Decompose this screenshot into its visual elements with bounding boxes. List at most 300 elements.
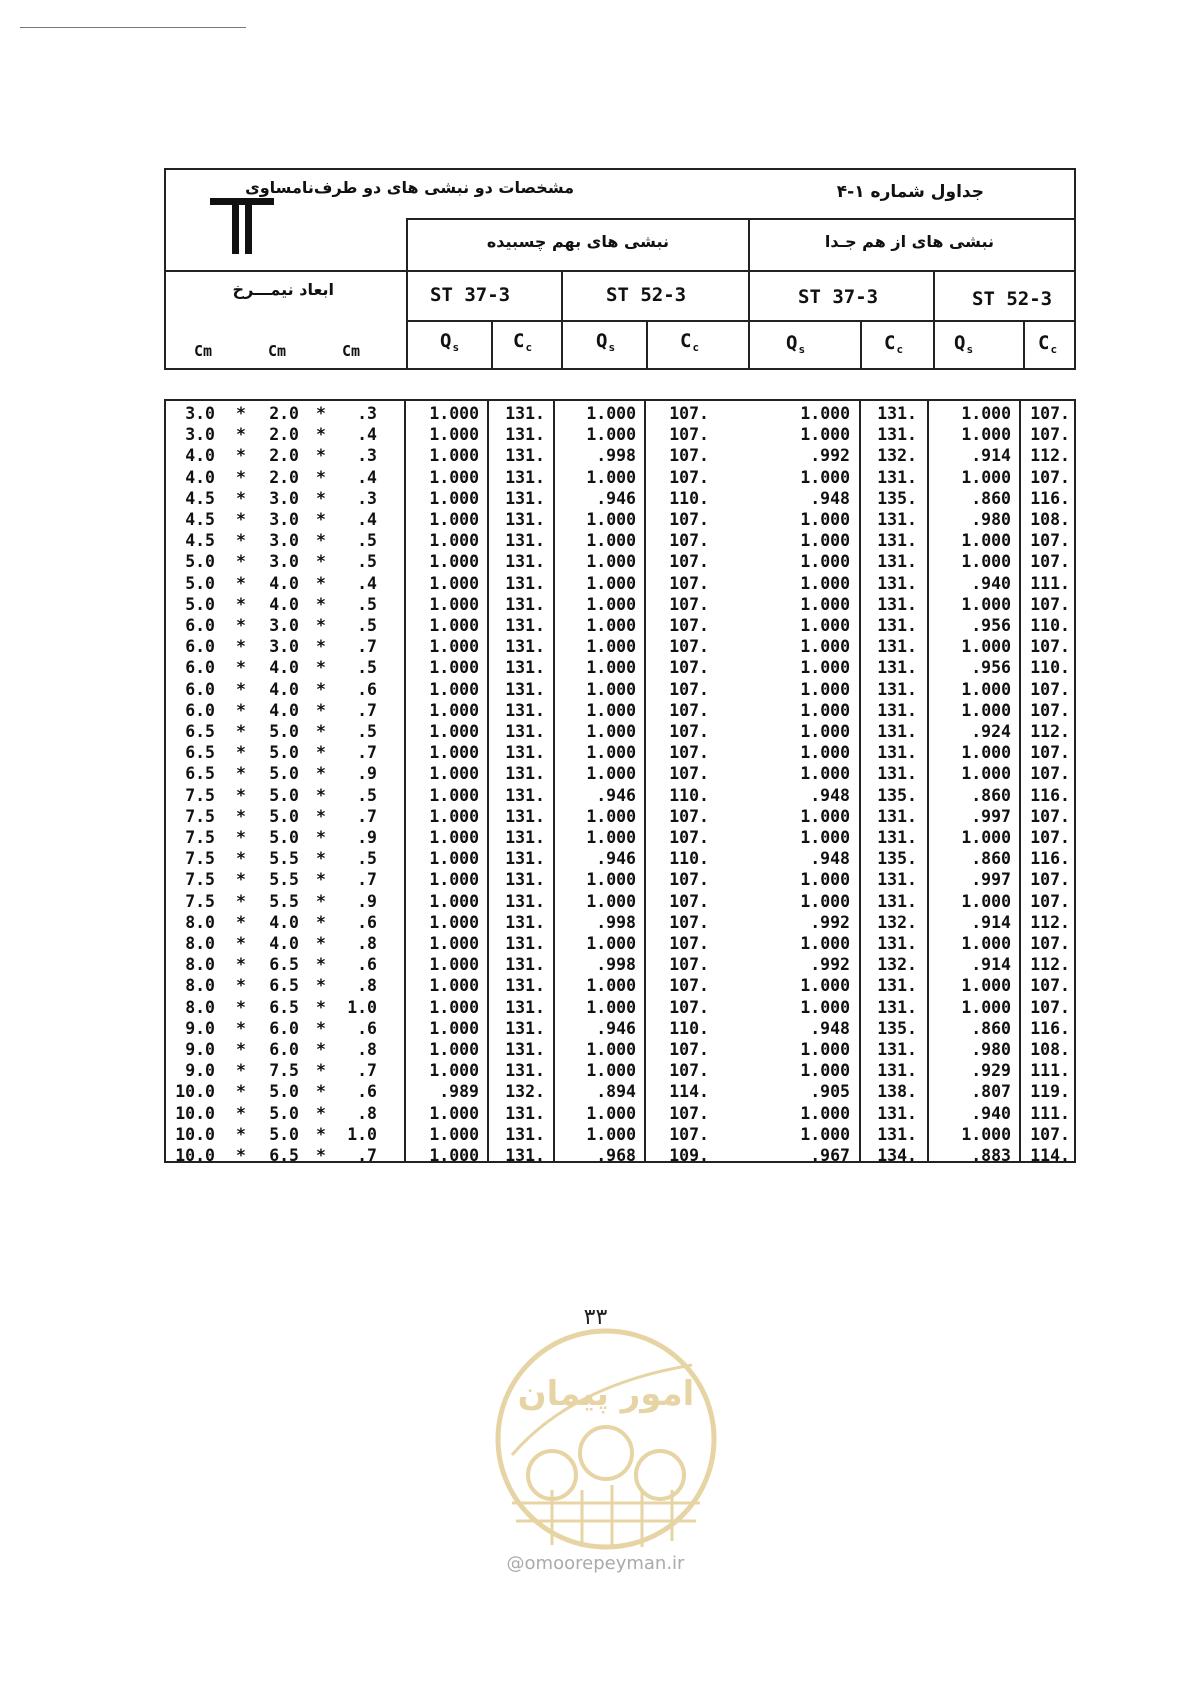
cell-a: 7.5 [185, 870, 215, 890]
cell-q4: .883 [971, 1146, 1011, 1165]
cell-b: 2.0 [269, 446, 299, 466]
cell-q2: 1.000 [586, 573, 636, 593]
cell-q3: .992 [810, 912, 850, 932]
times-symbol: * [316, 594, 326, 614]
cell-t: .5 [357, 849, 377, 869]
times-symbol: * [316, 552, 326, 572]
cell-q3: 1.000 [800, 637, 850, 657]
header-rule [166, 270, 1074, 272]
cell-c4: 107. [1030, 404, 1070, 423]
cell-q1: 1.000 [429, 488, 479, 508]
cell-c3: 131. [877, 510, 917, 529]
cell-q4: .980 [971, 510, 1011, 529]
svg-text:امور پیمان: امور پیمان [517, 1374, 695, 1414]
cell-b: 6.0 [269, 1040, 299, 1059]
cell-c3: 131. [877, 658, 917, 678]
table-row [166, 530, 1074, 551]
cell-c2: 107. [669, 679, 709, 699]
times-symbol: * [236, 1146, 246, 1165]
cell-c1: 131. [505, 806, 545, 826]
cell-q3: 1.000 [800, 870, 850, 890]
cell-c4: 107. [1030, 531, 1070, 551]
times-symbol: * [236, 1040, 246, 1059]
times-symbol: * [316, 934, 326, 953]
table-row [166, 827, 1074, 848]
cell-q2: 1.000 [586, 1103, 636, 1123]
times-symbol: * [316, 785, 326, 805]
cell-c2: 107. [669, 934, 709, 953]
times-symbol: * [316, 658, 326, 678]
steel-grade-joined-52: ST 52-3 [606, 284, 687, 306]
cell-t: .4 [357, 425, 377, 445]
cell-q3: 1.000 [800, 828, 850, 847]
cell-q4: .860 [971, 1018, 1011, 1038]
cell-q4: .914 [971, 446, 1011, 466]
scan-artifact-line [20, 27, 246, 28]
times-symbol: * [236, 934, 246, 953]
cell-t: .7 [357, 637, 377, 657]
cell-c4: 107. [1030, 806, 1070, 826]
cell-c4: 108. [1030, 1040, 1070, 1059]
cell-q4: 1.000 [961, 679, 1011, 699]
cell-t: .5 [357, 785, 377, 805]
cell-c1: 131. [505, 1124, 545, 1144]
times-symbol: * [316, 870, 326, 890]
cell-t: .7 [357, 870, 377, 890]
cell-q3: 1.000 [800, 1124, 850, 1144]
cell-c1: 131. [505, 510, 545, 529]
cell-c3: 131. [877, 1103, 917, 1123]
times-symbol: * [236, 722, 246, 741]
cell-c1: 132. [505, 1082, 545, 1102]
cell-q2: 1.000 [586, 976, 636, 996]
cell-q4: .860 [971, 849, 1011, 869]
steel-grade-separate-52: ST 52-3 [972, 288, 1053, 310]
cell-q1: 1.000 [429, 446, 479, 466]
cell-q3: .992 [810, 955, 850, 975]
times-symbol: * [236, 743, 246, 763]
times-symbol: * [316, 446, 326, 466]
cell-t: .6 [357, 679, 377, 699]
cell-b: 6.5 [269, 955, 299, 975]
cell-t: .6 [357, 955, 377, 975]
cell-q2: 1.000 [586, 404, 636, 423]
cell-q2: 1.000 [586, 870, 636, 890]
cell-c4: 112. [1030, 446, 1070, 466]
cell-a: 4.0 [185, 467, 215, 487]
times-symbol: * [316, 1103, 326, 1123]
cell-a: 3.0 [185, 404, 215, 423]
cell-a: 10.0 [175, 1082, 215, 1102]
times-symbol: * [236, 764, 246, 784]
cell-b: 5.0 [269, 722, 299, 741]
cell-c1: 131. [505, 891, 545, 911]
times-symbol: * [236, 700, 246, 720]
cell-q1: 1.000 [429, 1040, 479, 1059]
cell-c3: 131. [877, 764, 917, 784]
cell-c1: 131. [505, 1061, 545, 1081]
cell-c2: 114. [669, 1082, 709, 1102]
cell-q3: .948 [810, 849, 850, 869]
cell-q4: 1.000 [961, 891, 1011, 911]
table-row [166, 1124, 1074, 1145]
cell-q1: 1.000 [429, 828, 479, 847]
table-row [166, 403, 1074, 424]
cell-b: 3.0 [269, 531, 299, 551]
table-row [166, 933, 1074, 954]
cell-b: 3.0 [269, 616, 299, 635]
cell-t: .6 [357, 1018, 377, 1038]
c-c-label: $C_c$ [680, 330, 700, 354]
cell-q2: .946 [596, 488, 636, 508]
times-symbol: * [316, 997, 326, 1017]
steel-grade-joined-37: ST 37-3 [430, 284, 511, 306]
cell-c2: 107. [669, 637, 709, 657]
cell-c1: 131. [505, 934, 545, 953]
times-symbol: * [236, 552, 246, 572]
cell-t: .3 [357, 488, 377, 508]
cell-c3: 131. [877, 552, 917, 572]
cell-c2: 107. [669, 870, 709, 890]
times-symbol: * [236, 870, 246, 890]
cell-q3: 1.000 [800, 552, 850, 572]
cell-a: 6.0 [185, 679, 215, 699]
cell-q2: 1.000 [586, 425, 636, 445]
cell-t: .3 [357, 446, 377, 466]
table-row [166, 1039, 1074, 1060]
cell-c1: 131. [505, 1040, 545, 1059]
watermark-url: @omoorepeyman.ir [506, 1553, 685, 1574]
cell-c1: 131. [505, 404, 545, 423]
cell-c4: 116. [1030, 785, 1070, 805]
cell-a: 5.0 [185, 594, 215, 614]
cell-c4: 116. [1030, 849, 1070, 869]
cell-q3: 1.000 [800, 594, 850, 614]
header-rule [406, 218, 1074, 220]
cell-b: 3.0 [269, 488, 299, 508]
cell-q4: 1.000 [961, 700, 1011, 720]
cell-c2: 107. [669, 764, 709, 784]
cell-q3: 1.000 [800, 976, 850, 996]
table-row [166, 551, 1074, 572]
cell-q3: 1.000 [800, 531, 850, 551]
cell-q3: .992 [810, 446, 850, 466]
cell-c4: 119. [1030, 1082, 1070, 1102]
cell-q1: 1.000 [429, 764, 479, 784]
cell-a: 10.0 [175, 1124, 215, 1144]
cell-q1: 1.000 [429, 552, 479, 572]
cell-a: 3.0 [185, 425, 215, 445]
cell-b: 4.0 [269, 679, 299, 699]
cell-c2: 107. [669, 467, 709, 487]
cell-t: 1.0 [347, 997, 377, 1017]
cell-c1: 131. [505, 1146, 545, 1165]
times-symbol: * [236, 849, 246, 869]
cell-q1: 1.000 [429, 1018, 479, 1038]
cell-t: .9 [357, 891, 377, 911]
cell-q3: .948 [810, 488, 850, 508]
times-symbol: * [316, 425, 326, 445]
cell-q4: 1.000 [961, 976, 1011, 996]
dims-label: ابعاد نیمـــرخ [232, 280, 334, 299]
cell-c2: 107. [669, 1124, 709, 1144]
cell-q3: 1.000 [800, 997, 850, 1017]
cell-c4: 108. [1030, 510, 1070, 529]
cell-c3: 131. [877, 828, 917, 847]
cell-c3: 132. [877, 912, 917, 932]
cell-t: .7 [357, 1061, 377, 1081]
cell-c4: 107. [1030, 828, 1070, 847]
cell-q2: .894 [596, 1082, 636, 1102]
cell-q3: .948 [810, 785, 850, 805]
table-title: مشخصات دو نبشی های دو طرف‌نامساوی [245, 178, 574, 197]
times-symbol: * [236, 510, 246, 529]
cell-a: 9.0 [185, 1061, 215, 1081]
cell-c4: 107. [1030, 552, 1070, 572]
header-rule [561, 270, 563, 368]
cell-b: 5.0 [269, 1082, 299, 1102]
cell-q2: .968 [596, 1146, 636, 1165]
cell-q4: 1.000 [961, 552, 1011, 572]
cell-c1: 131. [505, 531, 545, 551]
cell-t: .6 [357, 912, 377, 932]
table-row [166, 679, 1074, 700]
cell-c4: 107. [1030, 467, 1070, 487]
cell-a: 5.0 [185, 573, 215, 593]
times-symbol: * [236, 637, 246, 657]
cell-c3: 135. [877, 849, 917, 869]
q-s-label: $Q_s$ [596, 330, 616, 354]
cell-c3: 131. [877, 679, 917, 699]
cell-q3: 1.000 [800, 425, 850, 445]
cell-c2: 107. [669, 1103, 709, 1123]
cell-q1: 1.000 [429, 616, 479, 635]
group-joined-label: نبشی های بهم چسبیده [486, 232, 669, 251]
times-symbol: * [236, 891, 246, 911]
cell-b: 5.0 [269, 743, 299, 763]
cell-b: 5.5 [269, 870, 299, 890]
cell-q3: 1.000 [800, 679, 850, 699]
times-symbol: * [236, 955, 246, 975]
cell-c2: 110. [669, 785, 709, 805]
table-row [166, 615, 1074, 636]
times-symbol: * [236, 531, 246, 551]
table-row [166, 954, 1074, 975]
cell-q1: 1.000 [429, 594, 479, 614]
cell-a: 6.5 [185, 743, 215, 763]
cell-a: 6.0 [185, 616, 215, 635]
times-symbol: * [316, 722, 326, 741]
times-symbol: * [236, 658, 246, 678]
cell-c4: 116. [1030, 488, 1070, 508]
cell-q4: 1.000 [961, 828, 1011, 847]
cell-c2: 107. [669, 997, 709, 1017]
header-rule [748, 218, 750, 368]
cell-q1: 1.000 [429, 1124, 479, 1144]
cell-t: .6 [357, 1082, 377, 1102]
cell-q1: 1.000 [429, 997, 479, 1017]
cell-c3: 131. [877, 997, 917, 1017]
times-symbol: * [236, 467, 246, 487]
cell-c1: 131. [505, 1018, 545, 1038]
cell-c4: 110. [1030, 658, 1070, 678]
times-symbol: * [316, 955, 326, 975]
cell-q2: 1.000 [586, 552, 636, 572]
cell-c3: 131. [877, 616, 917, 635]
cell-a: 8.0 [185, 934, 215, 953]
cell-c3: 135. [877, 488, 917, 508]
cell-c1: 131. [505, 616, 545, 635]
cell-q2: .946 [596, 849, 636, 869]
cell-c1: 131. [505, 976, 545, 996]
cell-q1: 1.000 [429, 743, 479, 763]
table-row [166, 636, 1074, 657]
cell-q4: 1.000 [961, 637, 1011, 657]
q-s-label: $Q_s$ [786, 332, 806, 356]
cell-q2: 1.000 [586, 764, 636, 784]
cell-c4: 111. [1030, 1103, 1070, 1123]
cell-q1: .989 [439, 1082, 479, 1102]
table-row [166, 848, 1074, 869]
times-symbol: * [316, 616, 326, 635]
cell-b: 2.0 [269, 467, 299, 487]
cell-c3: 131. [877, 573, 917, 593]
cell-q3: 1.000 [800, 616, 850, 635]
cell-q4: 1.000 [961, 934, 1011, 953]
cell-b: 4.0 [269, 700, 299, 720]
cell-q4: .956 [971, 616, 1011, 635]
cell-c2: 107. [669, 510, 709, 529]
times-symbol: * [316, 467, 326, 487]
cell-b: 6.5 [269, 1146, 299, 1165]
cell-t: .7 [357, 1146, 377, 1165]
cell-q2: 1.000 [586, 1040, 636, 1059]
cell-a: 4.5 [185, 488, 215, 508]
unit-label: Cm [268, 342, 287, 360]
table-row [166, 1018, 1074, 1039]
header-rule [1023, 320, 1025, 368]
cell-q3: 1.000 [800, 1040, 850, 1059]
cell-q4: .914 [971, 955, 1011, 975]
cell-q1: 1.000 [429, 425, 479, 445]
cell-a: 5.0 [185, 552, 215, 572]
cell-q2: 1.000 [586, 594, 636, 614]
table-number: جداول شماره ۱-۴ [836, 182, 984, 202]
cell-q1: 1.000 [429, 1061, 479, 1081]
cell-q4: .860 [971, 488, 1011, 508]
cell-a: 6.0 [185, 637, 215, 657]
cell-q4: 1.000 [961, 997, 1011, 1017]
cell-q3: 1.000 [800, 1103, 850, 1123]
cell-q2: 1.000 [586, 616, 636, 635]
cell-q2: .998 [596, 446, 636, 466]
cell-q3: 1.000 [800, 891, 850, 911]
cell-q3: 1.000 [800, 467, 850, 487]
cell-c4: 107. [1030, 637, 1070, 657]
cell-c2: 110. [669, 849, 709, 869]
cell-c1: 131. [505, 658, 545, 678]
cell-q1: 1.000 [429, 637, 479, 657]
cell-a: 10.0 [175, 1103, 215, 1123]
cell-q4: 1.000 [961, 1124, 1011, 1144]
cell-a: 9.0 [185, 1040, 215, 1059]
cell-q3: 1.000 [800, 722, 850, 741]
q-s-label: $Q_s$ [954, 332, 974, 356]
cell-b: 5.0 [269, 1124, 299, 1144]
cell-a: 6.0 [185, 658, 215, 678]
cell-q3: 1.000 [800, 743, 850, 763]
group-separate-label: نبشی های از هم جـدا [824, 232, 994, 251]
cell-q1: 1.000 [429, 785, 479, 805]
cell-c4: 111. [1030, 573, 1070, 593]
cell-q4: .997 [971, 806, 1011, 826]
cell-a: 7.5 [185, 806, 215, 826]
cell-a: 6.0 [185, 700, 215, 720]
cell-c3: 131. [877, 722, 917, 741]
cell-q1: 1.000 [429, 700, 479, 720]
table-row [166, 763, 1074, 784]
table-row [166, 975, 1074, 996]
cell-b: 3.0 [269, 510, 299, 529]
cell-a: 7.5 [185, 785, 215, 805]
cell-b: 3.0 [269, 552, 299, 572]
cell-q2: .998 [596, 912, 636, 932]
cell-a: 8.0 [185, 912, 215, 932]
cell-c1: 131. [505, 870, 545, 890]
cell-b: 3.0 [269, 637, 299, 657]
cell-q4: 1.000 [961, 531, 1011, 551]
cell-c3: 131. [877, 700, 917, 720]
cell-q2: 1.000 [586, 658, 636, 678]
cell-t: .4 [357, 510, 377, 529]
cell-c1: 131. [505, 997, 545, 1017]
cell-t: .8 [357, 1040, 377, 1059]
cell-c4: 116. [1030, 1018, 1070, 1038]
cell-c1: 131. [505, 849, 545, 869]
cell-c3: 134. [877, 1146, 917, 1165]
cell-c3: 131. [877, 404, 917, 423]
times-symbol: * [316, 679, 326, 699]
cell-q1: 1.000 [429, 722, 479, 741]
cell-q4: 1.000 [961, 743, 1011, 763]
cell-t: .3 [357, 404, 377, 423]
cell-a: 7.5 [185, 828, 215, 847]
times-symbol: * [316, 828, 326, 847]
cell-a: 4.5 [185, 531, 215, 551]
cell-a: 6.5 [185, 722, 215, 741]
cell-t: .8 [357, 976, 377, 996]
cell-a: 6.5 [185, 764, 215, 784]
cell-c4: 107. [1030, 743, 1070, 763]
table-row [166, 657, 1074, 678]
cell-b: 4.0 [269, 573, 299, 593]
cell-q4: .980 [971, 1040, 1011, 1059]
cell-b: 4.0 [269, 934, 299, 953]
cell-a: 4.0 [185, 446, 215, 466]
cell-t: 1.0 [347, 1124, 377, 1144]
cell-q1: 1.000 [429, 679, 479, 699]
cell-c2: 107. [669, 700, 709, 720]
table-row [166, 997, 1074, 1018]
times-symbol: * [316, 1018, 326, 1038]
watermark-logo [492, 1325, 720, 1553]
cell-q1: 1.000 [429, 955, 479, 975]
cell-c2: 107. [669, 573, 709, 593]
cell-b: 6.5 [269, 976, 299, 996]
cell-c2: 107. [669, 891, 709, 911]
cell-c2: 107. [669, 1061, 709, 1081]
cell-q3: 1.000 [800, 1061, 850, 1081]
